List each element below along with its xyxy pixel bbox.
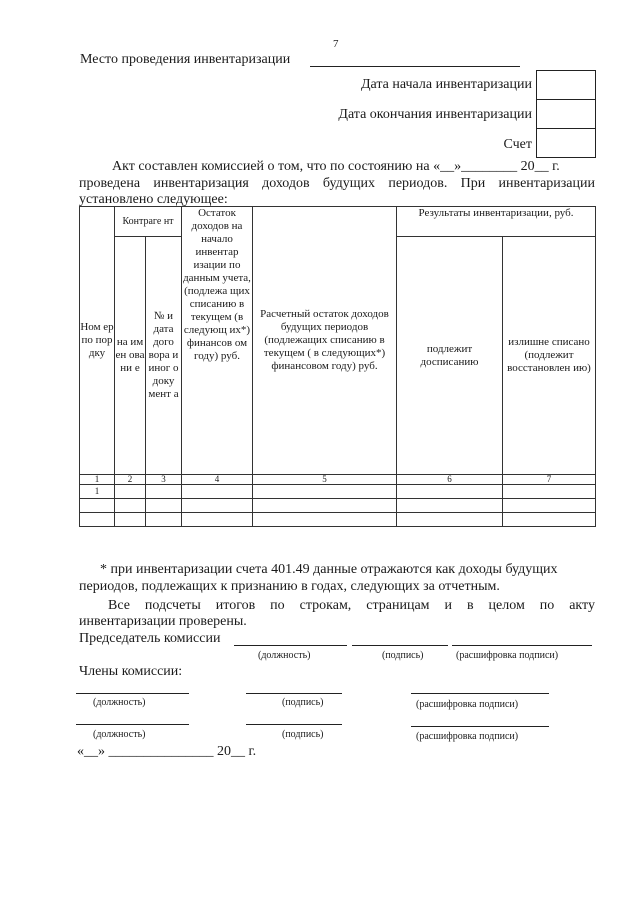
page-number: 7 [333, 38, 339, 50]
table-cell[interactable] [503, 499, 596, 513]
place-input-line[interactable] [310, 66, 520, 67]
date-line: «__» _______________ 20__ г. [77, 744, 257, 759]
member2-position-line[interactable] [76, 724, 189, 725]
col-number-7: 7 [503, 475, 596, 485]
start-date-label: Дата начала инвентаризации [360, 77, 532, 92]
act-line-2: проведена инвентаризация доходов будущих периодов. При инвентаризации [79, 176, 595, 191]
chairman-decoding-line[interactable] [452, 645, 592, 646]
chairman-position-caption: (должность) [258, 650, 311, 661]
table-cell[interactable] [397, 513, 503, 527]
header-results: Результаты инвентаризации, руб. [397, 207, 596, 237]
table-cell[interactable] [253, 513, 397, 527]
end-date-box[interactable] [536, 99, 596, 129]
checks-line-1: Все подсчеты итогов по строкам, страницам и в целом по акту [108, 598, 595, 613]
member1-decoding-caption: (расшифровка подписи) [416, 699, 519, 710]
account-label: Счет [503, 137, 532, 152]
table-cell[interactable] [397, 485, 503, 499]
col-number-2: 2 [115, 475, 146, 485]
table-cell[interactable] [146, 513, 182, 527]
act-line-3: установлено следующее: [79, 192, 228, 207]
table-cell[interactable] [253, 499, 397, 513]
member2-position-caption: (должность) [93, 729, 146, 740]
checks-line-2: инвентаризации проверены. [79, 614, 247, 629]
table-cell[interactable] [80, 513, 115, 527]
table-cell[interactable] [115, 485, 146, 499]
row-1-number: 1 [80, 485, 115, 499]
table-cell[interactable] [146, 499, 182, 513]
chairman-signature-line[interactable] [352, 645, 448, 646]
chairman-label: Председатель комиссии [79, 631, 221, 646]
table-cell[interactable] [146, 485, 182, 499]
header-order-no: Ном ер по пор дку [80, 207, 115, 475]
member2-signature-line[interactable] [246, 724, 342, 725]
members-label: Члены комиссии: [79, 664, 183, 679]
act-line-1: Акт составлен комиссией о том, что по состоянию на «__»________ 20__ г. [112, 159, 560, 174]
inventory-table [79, 206, 596, 527]
header-to-write-off: подлежит досписанию [397, 237, 503, 475]
table-cell[interactable] [503, 513, 596, 527]
col-number-1: 1 [80, 475, 115, 485]
table-cell[interactable] [503, 485, 596, 499]
chairman-decoding-caption: (расшифровка подписи) [456, 650, 559, 661]
account-box[interactable] [536, 128, 596, 158]
member2-decoding-line[interactable] [411, 726, 549, 727]
member1-position-caption: (должность) [93, 697, 146, 708]
member1-position-line[interactable] [76, 693, 189, 694]
table-cell[interactable] [115, 499, 146, 513]
start-date-box[interactable] [536, 70, 596, 100]
table-cell[interactable] [182, 499, 253, 513]
footnote-line-1: * при инвентаризации счета 401.49 данные отражаются как доходы будущих [100, 562, 558, 577]
member2-signature-caption: (подпись) [282, 729, 324, 740]
table-cell[interactable] [115, 513, 146, 527]
col-number-4: 4 [182, 475, 253, 485]
chairman-position-line[interactable] [234, 645, 347, 646]
chairman-signature-caption: (подпись) [382, 650, 424, 661]
place-label: Место проведения инвентаризации [80, 52, 291, 67]
table-cell[interactable] [397, 499, 503, 513]
table-cell[interactable] [182, 513, 253, 527]
member1-signature-line[interactable] [246, 693, 342, 694]
header-document: № и дата дого вора и иног о доку мент а [146, 237, 182, 475]
header-contractor: Контраге нт [115, 207, 182, 237]
footnote-line-2: периодов, подлежащих к признанию в годах, следующих за отчетным. [79, 579, 500, 594]
header-overwritten: излишне списано (подлежит восстановлен ию) [503, 237, 596, 475]
header-calc-balance: Расчетный остаток доходов будущих периодов (подлежащих списанию в текущем ( в следующих*) финансовом году) руб. [253, 207, 397, 475]
header-name: на им ен ова ни е [115, 237, 146, 475]
end-date-label: Дата окончания инвентаризации [338, 107, 532, 122]
col-number-3: 3 [146, 475, 182, 485]
col-number-5: 5 [253, 475, 397, 485]
table-cell[interactable] [182, 485, 253, 499]
header-balance: Остаток доходов на начало инвентар изации по данным учета, (подлежа щих списанию в текущем (в следующ их*) финансов ом году) руб. [182, 207, 253, 475]
member2-decoding-caption: (расшифровка подписи) [416, 731, 519, 742]
member1-decoding-line[interactable] [411, 693, 549, 694]
member1-signature-caption: (подпись) [282, 697, 324, 708]
table-cell[interactable] [80, 499, 115, 513]
col-number-6: 6 [397, 475, 503, 485]
table-cell[interactable] [253, 485, 397, 499]
